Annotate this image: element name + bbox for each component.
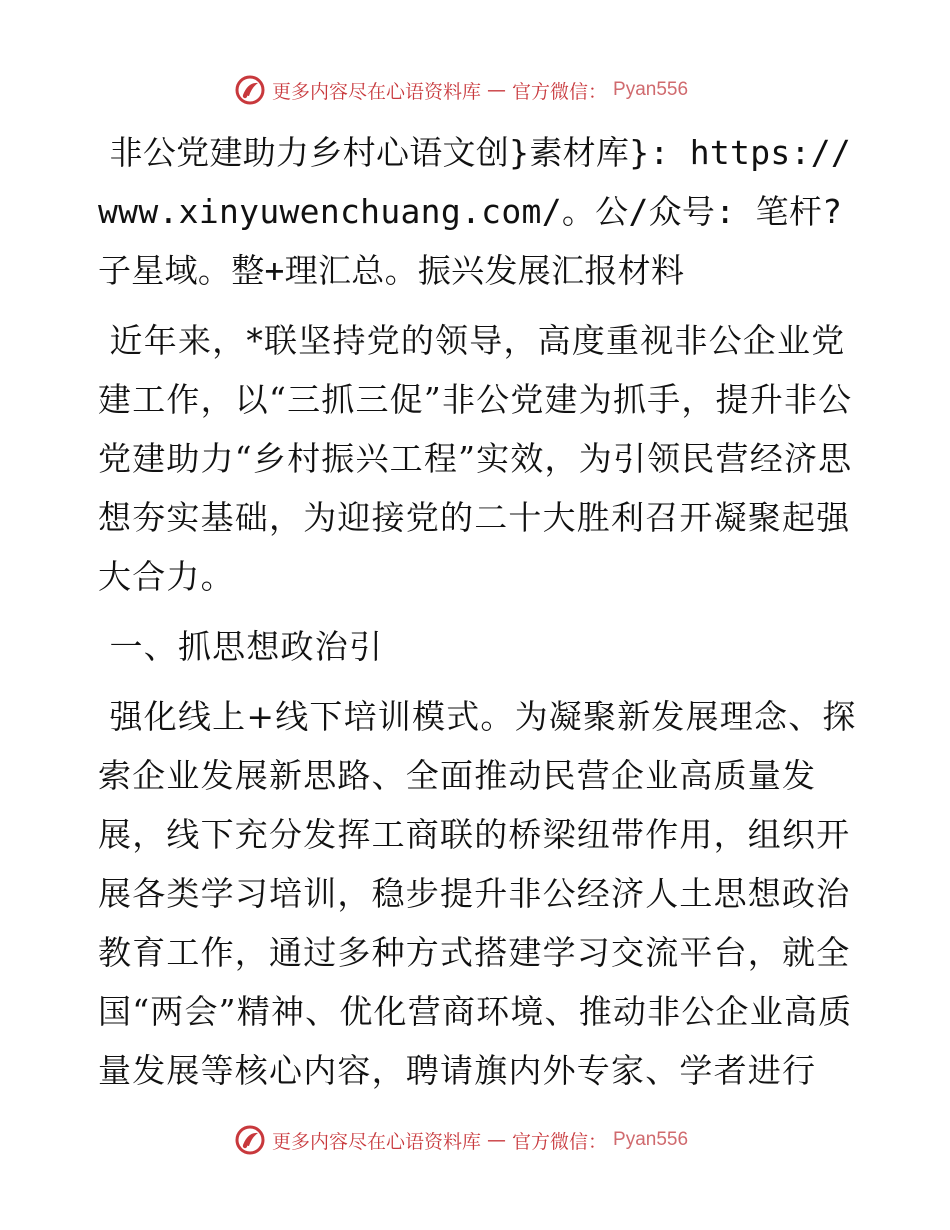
intro-paragraph: 非公党建助力乡村心语文创}素材库}: https://www.xinyuwenchuang.com/。公/众号: 笔杆?子星域。整+理汇总。振兴发展汇报材料: [98, 133, 852, 290]
watermark-official-label: 官方微信：: [512, 1130, 608, 1153]
watermark-separator: —: [487, 79, 507, 101]
watermark-header: [234, 72, 688, 108]
section-heading-1: 一、抓思想政治引: [109, 627, 384, 666]
ink-brush-logo-icon: [234, 74, 266, 106]
ink-brush-logo-icon: [234, 1124, 266, 1156]
watermark-library-text: 更多内容尽在心语资料库: [272, 1130, 482, 1153]
watermark-official-label: 官方微信：: [512, 80, 608, 103]
watermark-separator: —: [487, 1129, 507, 1151]
watermark-library-text: 更多内容尽在心语资料库: [272, 80, 482, 103]
watermark-wechat-id: Pyan556: [613, 1129, 689, 1150]
document-body: [98, 123, 858, 1111]
watermark-footer: [234, 1122, 688, 1158]
body-paragraph-2: 强化线上+线下培训模式。为凝聚新发展理念、探索企业发展新思路、全面推动民营企业高质量发展，线下充分发挥工商联的桥梁纽带作用，组织开展各类学习培训，稳步提升非公经济人土思想政治教育工作，通过多种方式搭建学习交流平台，就全国“两会”精神、优化营商环境、推动非公企业高质量发展等核心内容，聘请旗内外专家、学者进行: [98, 697, 857, 1090]
body-paragraph-1: 近年来，*联坚持党的领导，高度重视非公企业党建工作，以“三抓三促”非公党建为抓手，提升非公党建助力“乡村振兴工程”实效，为引领民营经济思想夯实基础，为迎接党的二十大胜利召开凝聚起强大合力。: [98, 321, 853, 596]
watermark-wechat-id: Pyan556: [613, 79, 689, 100]
